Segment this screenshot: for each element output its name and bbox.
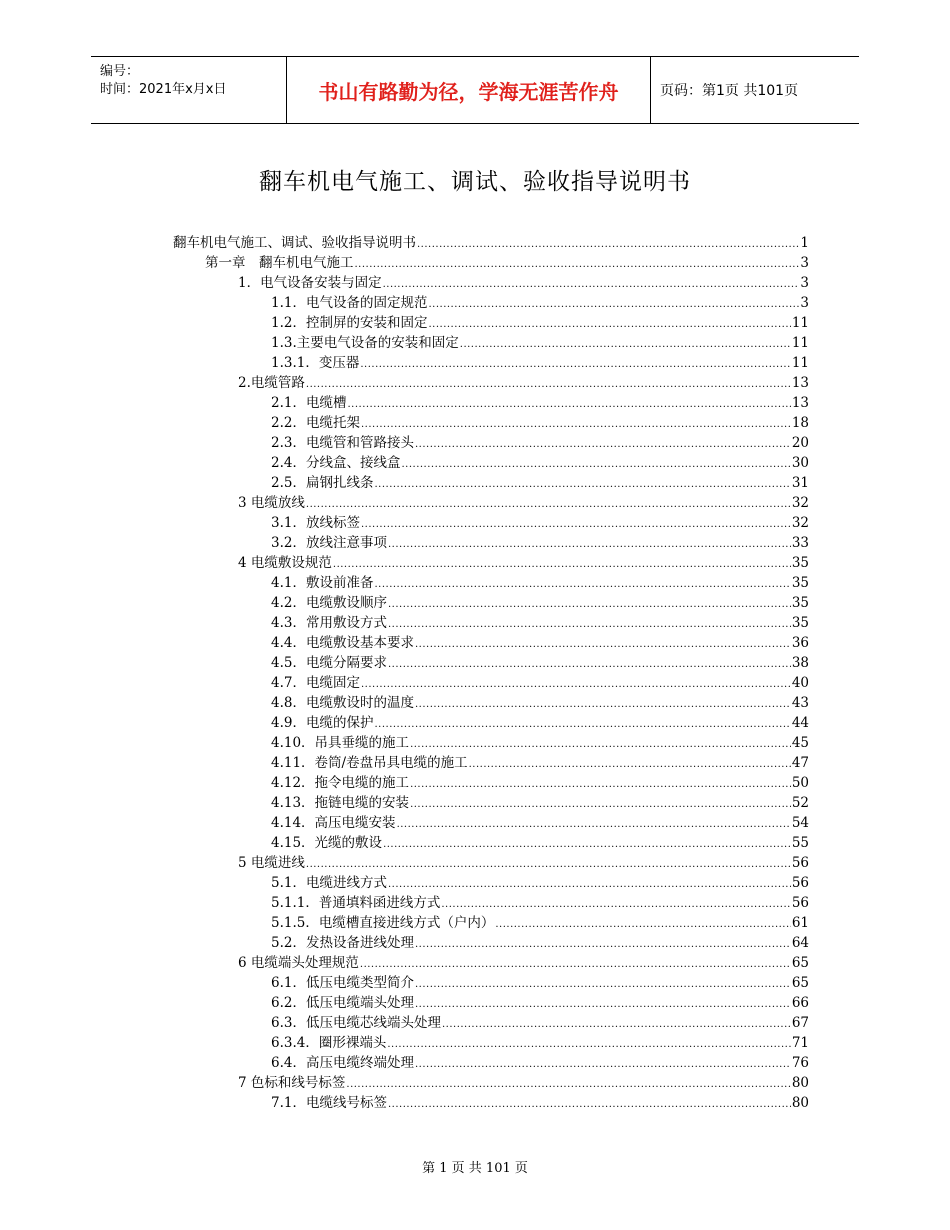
toc-entry-page: 18	[791, 415, 809, 431]
toc-leader-dots	[460, 335, 791, 355]
toc-entry[interactable]	[271, 393, 809, 413]
toc-entry[interactable]	[271, 1013, 809, 1033]
toc-leader-dots	[388, 655, 791, 675]
toc-entry-page: 67	[791, 1015, 809, 1031]
toc-leader-dots	[306, 855, 791, 875]
toc-entry-label: 2.4．分线盒、接线盒	[271, 455, 401, 471]
toc-entry-page: 32	[791, 515, 809, 531]
toc-leader-dots	[388, 1095, 791, 1115]
toc-entry-page: 40	[791, 675, 809, 691]
toc-entry-label: 4.13．拖链电缆的安装	[271, 795, 410, 811]
toc-entry-page: 76	[791, 1055, 809, 1071]
toc-entry-label: 4.9．电缆的保护	[271, 715, 374, 731]
toc-leader-dots	[387, 1035, 790, 1055]
toc-leader-dots	[415, 635, 791, 655]
toc-entry-page: 20	[791, 435, 809, 451]
toc-entry-label: 7.1．电缆线号标签	[271, 1095, 387, 1111]
toc-entry[interactable]	[271, 573, 809, 593]
toc-leader-dots	[355, 255, 800, 275]
toc-entry-page: 13	[791, 375, 809, 391]
toc-entry-page: 44	[791, 715, 809, 731]
toc-entry[interactable]	[271, 753, 809, 773]
toc-entry[interactable]	[238, 493, 809, 513]
toc-entry-label: 4.1．敷设前准备	[271, 575, 374, 591]
toc-entry-label: 翻车机电气施工、调试、验收指导说明书	[173, 235, 416, 251]
toc-entry-label: 4.2．电缆敷设顺序	[271, 595, 387, 611]
toc-entry[interactable]	[271, 933, 809, 953]
toc-leader-dots	[360, 955, 791, 975]
toc-entry-label: 3 电缆放线	[238, 495, 305, 511]
toc-entry[interactable]	[271, 773, 809, 793]
time-label: 时间：2021年x月x日	[100, 82, 227, 97]
toc-entry-label: 6.3．低压电缆芯线端头处理	[271, 1015, 441, 1031]
toc-entry-page: 52	[791, 795, 809, 811]
toc-entry[interactable]	[271, 693, 809, 713]
toc-entry-page: 3	[800, 255, 809, 271]
toc-leader-dots	[374, 475, 790, 495]
toc-leader-dots	[415, 435, 791, 455]
toc-entry-label: 4 电缆敷设规范	[238, 555, 332, 571]
toc-entry[interactable]	[238, 1073, 809, 1093]
toc-leader-dots	[306, 495, 791, 515]
toc-entry-page: 33	[791, 535, 809, 551]
toc-entry[interactable]	[271, 873, 809, 893]
toc-entry[interactable]	[271, 513, 809, 533]
toc-entry[interactable]	[238, 373, 809, 393]
toc-entry-page: 1	[800, 235, 809, 251]
toc-entry-label: 4.7．电缆固定	[271, 675, 360, 691]
toc-leader-dots	[388, 535, 791, 555]
toc-entry-label: 6 电缆端头处理规范	[238, 955, 359, 971]
page-header	[91, 56, 859, 124]
toc-entry-page: 56	[791, 855, 809, 871]
toc-entry-page: 13	[791, 395, 809, 411]
toc-entry-label: 3.2．放线注意事项	[271, 535, 387, 551]
toc-entry-label: 1.2．控制屏的安装和固定	[271, 315, 428, 331]
toc-entry-label: 第一章 翻车机电气施工	[205, 255, 354, 271]
toc-leader-dots	[347, 395, 790, 415]
toc-entry-label: 5 电缆进线	[238, 855, 305, 871]
toc-entry[interactable]	[271, 433, 809, 453]
toc-leader-dots	[388, 615, 791, 635]
toc-entry-label: 6.3.4．圈形裸端头	[271, 1035, 387, 1051]
toc-entry-page: 36	[791, 635, 809, 651]
header-page-label: 页码：第1页 共101页	[660, 83, 799, 99]
toc-entry-page: 64	[791, 935, 809, 951]
number-label: 编号：	[100, 64, 140, 79]
toc-entry-label: 2.1．电缆槽	[271, 395, 347, 411]
toc-entry-label: 2.2．电缆托架	[271, 415, 360, 431]
toc-entry[interactable]	[271, 893, 809, 913]
toc-entry-label: 4.14．高压电缆安装	[271, 815, 396, 831]
toc-entry[interactable]	[271, 473, 809, 493]
toc-leader-dots	[495, 915, 790, 935]
toc-entry-page: 56	[791, 875, 809, 891]
toc-entry[interactable]	[271, 653, 809, 673]
toc-leader-dots	[346, 1075, 790, 1095]
toc-entry-page: 61	[791, 915, 809, 931]
toc-entry[interactable]	[271, 793, 809, 813]
toc-entry-label: 4.11．卷筒/卷盘吊具电缆的施工	[271, 755, 468, 771]
toc-leader-dots	[333, 555, 791, 575]
toc-entry-page: 31	[791, 475, 809, 491]
toc-leader-dots	[415, 975, 791, 995]
toc-entry-page: 30	[791, 455, 809, 471]
toc-entry[interactable]	[271, 673, 809, 693]
toc-leader-dots	[428, 315, 790, 335]
toc-entry-page: 35	[791, 575, 809, 591]
toc-entry[interactable]	[271, 593, 809, 613]
toc-leader-dots	[410, 775, 791, 795]
toc-entry-label: 1.3.1．变压器	[271, 355, 360, 371]
toc-entry-label: 6.2．低压电缆端头处理	[271, 995, 414, 1011]
toc-leader-dots	[415, 935, 791, 955]
toc-entry[interactable]	[271, 833, 809, 853]
toc-leader-dots	[410, 795, 791, 815]
toc-entry[interactable]	[271, 713, 809, 733]
toc-leader-dots	[415, 995, 791, 1015]
toc-entry-page: 3	[800, 295, 809, 311]
toc-entry-label: 5.1.1．普通填料函进线方式	[271, 895, 441, 911]
toc-entry-page: 11	[791, 355, 809, 371]
toc-leader-dots	[383, 835, 791, 855]
header-meta	[91, 57, 286, 123]
toc-leader-dots	[388, 875, 791, 895]
toc-leader-dots	[441, 895, 790, 915]
toc-entry-page: 32	[791, 495, 809, 511]
toc-entry-label: 4.4．电缆敷设基本要求	[271, 635, 414, 651]
toc-entry-label: 5.2．发热设备进线处理	[271, 935, 414, 951]
toc-leader-dots	[361, 515, 791, 535]
toc-leader-dots	[388, 595, 791, 615]
toc-entry-page: 65	[791, 975, 809, 991]
toc-entry-label: 4.10．吊具垂缆的施工	[271, 735, 410, 751]
toc-entry[interactable]	[271, 453, 809, 473]
toc-entry[interactable]	[173, 233, 809, 253]
toc-leader-dots	[469, 755, 791, 775]
toc-entry[interactable]	[271, 733, 809, 753]
toc-entry-page: 35	[791, 615, 809, 631]
toc-entry-page: 71	[791, 1035, 809, 1051]
toc-entry-page: 47	[791, 755, 809, 771]
toc-entry[interactable]	[271, 353, 809, 373]
toc-entry-page: 80	[791, 1075, 809, 1091]
toc-leader-dots	[361, 675, 791, 695]
toc-entry-page: 38	[791, 655, 809, 671]
toc-leader-dots	[428, 295, 799, 315]
document-title: 翻车机电气施工、调试、验收指导说明书	[259, 169, 691, 195]
toc-entry-page: 50	[791, 775, 809, 791]
toc-entry-page: 45	[791, 735, 809, 751]
toc-entry[interactable]	[271, 613, 809, 633]
toc-entry[interactable]	[238, 853, 809, 873]
toc-leader-dots	[417, 235, 799, 255]
toc-leader-dots	[415, 695, 791, 715]
toc-entry-page: 66	[791, 995, 809, 1011]
toc-entry-label: 1.1．电气设备的固定规范	[271, 295, 428, 311]
toc-entry[interactable]	[271, 973, 809, 993]
toc-entry-page: 56	[791, 895, 809, 911]
toc-leader-dots	[442, 1015, 791, 1035]
toc-leader-dots	[401, 455, 790, 475]
toc-entry[interactable]	[271, 993, 809, 1013]
toc-entry[interactable]	[271, 633, 809, 653]
toc-entry-page: 55	[791, 835, 809, 851]
toc-leader-dots	[306, 375, 791, 395]
toc-entry-page: 65	[791, 955, 809, 971]
toc-entry-label: 4.3．常用敷设方式	[271, 615, 387, 631]
toc-entry-page: 35	[791, 595, 809, 611]
toc-entry-label: 2.5．扁钢扎线条	[271, 475, 374, 491]
toc-entry[interactable]	[271, 813, 809, 833]
toc-leader-dots	[383, 275, 800, 295]
toc-entry-label: 5.1．电缆进线方式	[271, 875, 387, 891]
toc-entry-label: 7 色标和线号标签	[238, 1075, 346, 1091]
toc-entry-label: 4.8．电缆敷设时的温度	[271, 695, 414, 711]
toc-leader-dots	[415, 1055, 791, 1075]
toc-entry-label: 2.电缆管路	[238, 375, 305, 391]
toc-entry[interactable]	[271, 313, 809, 333]
toc-entry-label: 6.1．低压电缆类型简介	[271, 975, 414, 991]
toc-entry[interactable]	[271, 913, 809, 933]
toc-entry-page: 54	[791, 815, 809, 831]
toc-leader-dots	[397, 815, 791, 835]
header-motto: 书山有路勤为径，学海无涯苦作舟	[286, 57, 651, 123]
toc-entry-label: 4.15．光缆的敷设	[271, 835, 383, 851]
toc-entry[interactable]	[271, 1093, 809, 1113]
toc-entry-page: 35	[791, 555, 809, 571]
toc-entry-label: 2.3．电缆管和管路接头	[271, 435, 414, 451]
toc-entry[interactable]	[205, 253, 809, 273]
toc-entry-label: 6.4．高压电缆终端处理	[271, 1055, 414, 1071]
toc-entry[interactable]	[271, 293, 809, 313]
page-footer: 第 1 页 共 101 页	[422, 1161, 528, 1176]
toc-entry[interactable]	[271, 333, 809, 353]
toc-entry-page: 80	[791, 1095, 809, 1111]
toc-entry[interactable]	[238, 273, 809, 293]
toc-leader-dots	[361, 415, 791, 435]
toc-entry[interactable]	[238, 953, 809, 973]
toc-leader-dots	[360, 355, 790, 375]
toc-entry[interactable]	[271, 533, 809, 553]
toc-entry[interactable]	[238, 553, 809, 573]
toc-entry[interactable]	[271, 413, 809, 433]
toc-entry-page: 3	[800, 275, 809, 291]
toc-entry-page: 11	[791, 315, 809, 331]
toc-entry-label: 4.5．电缆分隔要求	[271, 655, 387, 671]
toc-entry-label: 5.1.5．电缆槽直接进线方式（户内）	[271, 915, 495, 931]
toc-entry[interactable]	[271, 1033, 809, 1053]
toc-entry[interactable]	[271, 1053, 809, 1073]
toc-leader-dots	[374, 575, 790, 595]
toc-leader-dots	[410, 735, 791, 755]
toc-entry-page: 11	[791, 335, 809, 351]
toc-entry-label: 3.1．放线标签	[271, 515, 360, 531]
toc-entry-label: 4.12．拖令电缆的施工	[271, 775, 410, 791]
toc-entry-page: 43	[791, 695, 809, 711]
toc-entry-label: 1.3.主要电气设备的安装和固定	[271, 335, 459, 351]
toc-leader-dots	[374, 715, 790, 735]
toc-entry-label: 1．电气设备安装与固定	[238, 275, 382, 291]
